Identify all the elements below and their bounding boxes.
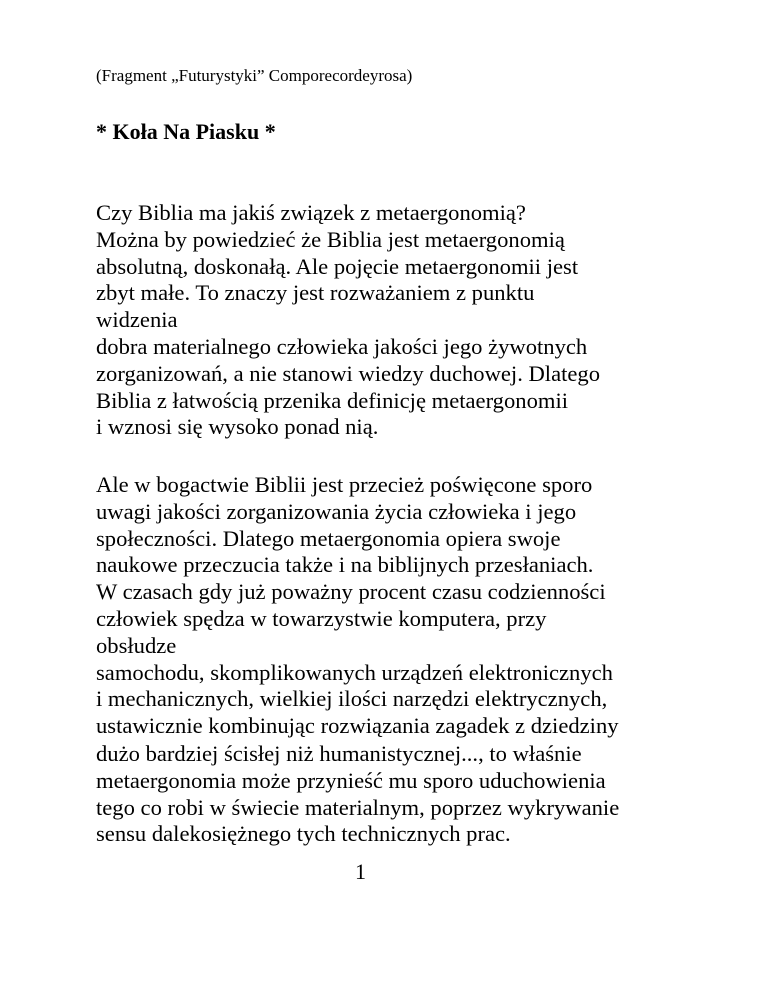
- paragraph-line: zbyt małe. To znaczy jest rozważaniem z punktu: [96, 280, 535, 306]
- paragraph-line: Biblia z łatwością przenika definicję metaergonomii: [96, 387, 568, 413]
- paragraph-line: i mechanicznych, wielkiej ilości narzędzi elektrycznych,: [96, 686, 608, 712]
- document-title: * Koła Na Piasku *: [96, 119, 276, 144]
- paragraph-line: społeczności. Dlatego metaergonomia opiera swoje: [96, 525, 561, 551]
- paragraph-line: Czy Biblia ma jakiś związek z metaergonomią?: [96, 200, 526, 225]
- paragraph-line: Ale w bogactwie Biblii jest przecież poświęcone sporo: [96, 472, 593, 497]
- paragraph-line: samochodu, skomplikowanych urządzeń elektronicznych: [96, 659, 613, 685]
- paragraph-line: naukowe przeczucia także i na biblijnych przesłaniach.: [96, 552, 594, 578]
- paragraph-line: Można by powiedzieć że Biblia jest metaergonomią: [96, 226, 565, 252]
- paragraph-line: zorganizowań, a nie stanowi wiedzy duchowej. Dlatego: [96, 360, 601, 386]
- paragraph-line: obsłudze: [96, 632, 177, 658]
- paragraph-line: widzenia: [96, 307, 178, 333]
- paragraph-line: i wznosi się wysoko ponad nią.: [96, 414, 379, 440]
- paragraph-line: absolutną, doskonałą. Ale pojęcie metaergonomii jest: [96, 253, 579, 279]
- paragraph-line: dobra materialnego człowieka jakości jego żywotnych: [96, 333, 588, 359]
- paragraph-1: [96, 200, 600, 441]
- paragraph-2: [96, 472, 619, 740]
- paragraph-line: ustawicznie kombinując rozwiązania zagadek z dziedziny: [96, 713, 619, 739]
- paragraph-line: sensu dalekosiężnego tych technicznych prac.: [96, 821, 511, 847]
- paragraph-line: metaergonomia może przynieść mu sporo uduchowienia: [96, 767, 606, 793]
- paragraph-line: uwagi jakości zorganizowania życia człowieka i jego: [96, 498, 577, 524]
- paragraph-line: dużo bardziej ścisłej niż humanistycznej..., to właśnie: [96, 741, 582, 766]
- paragraph-line: W czasach gdy już poważny procent czasu codzienności: [96, 579, 606, 605]
- page-number: 1: [355, 859, 366, 884]
- paragraph-line: tego co robi w świecie materialnym, poprzez wykrywanie: [96, 794, 620, 820]
- paragraph-line: człowiek spędza w towarzystwie komputera, przy: [96, 605, 547, 631]
- paragraph-3: [96, 741, 619, 848]
- source-note: (Fragment „Futurystyki” Comporecordeyrosa): [96, 66, 413, 85]
